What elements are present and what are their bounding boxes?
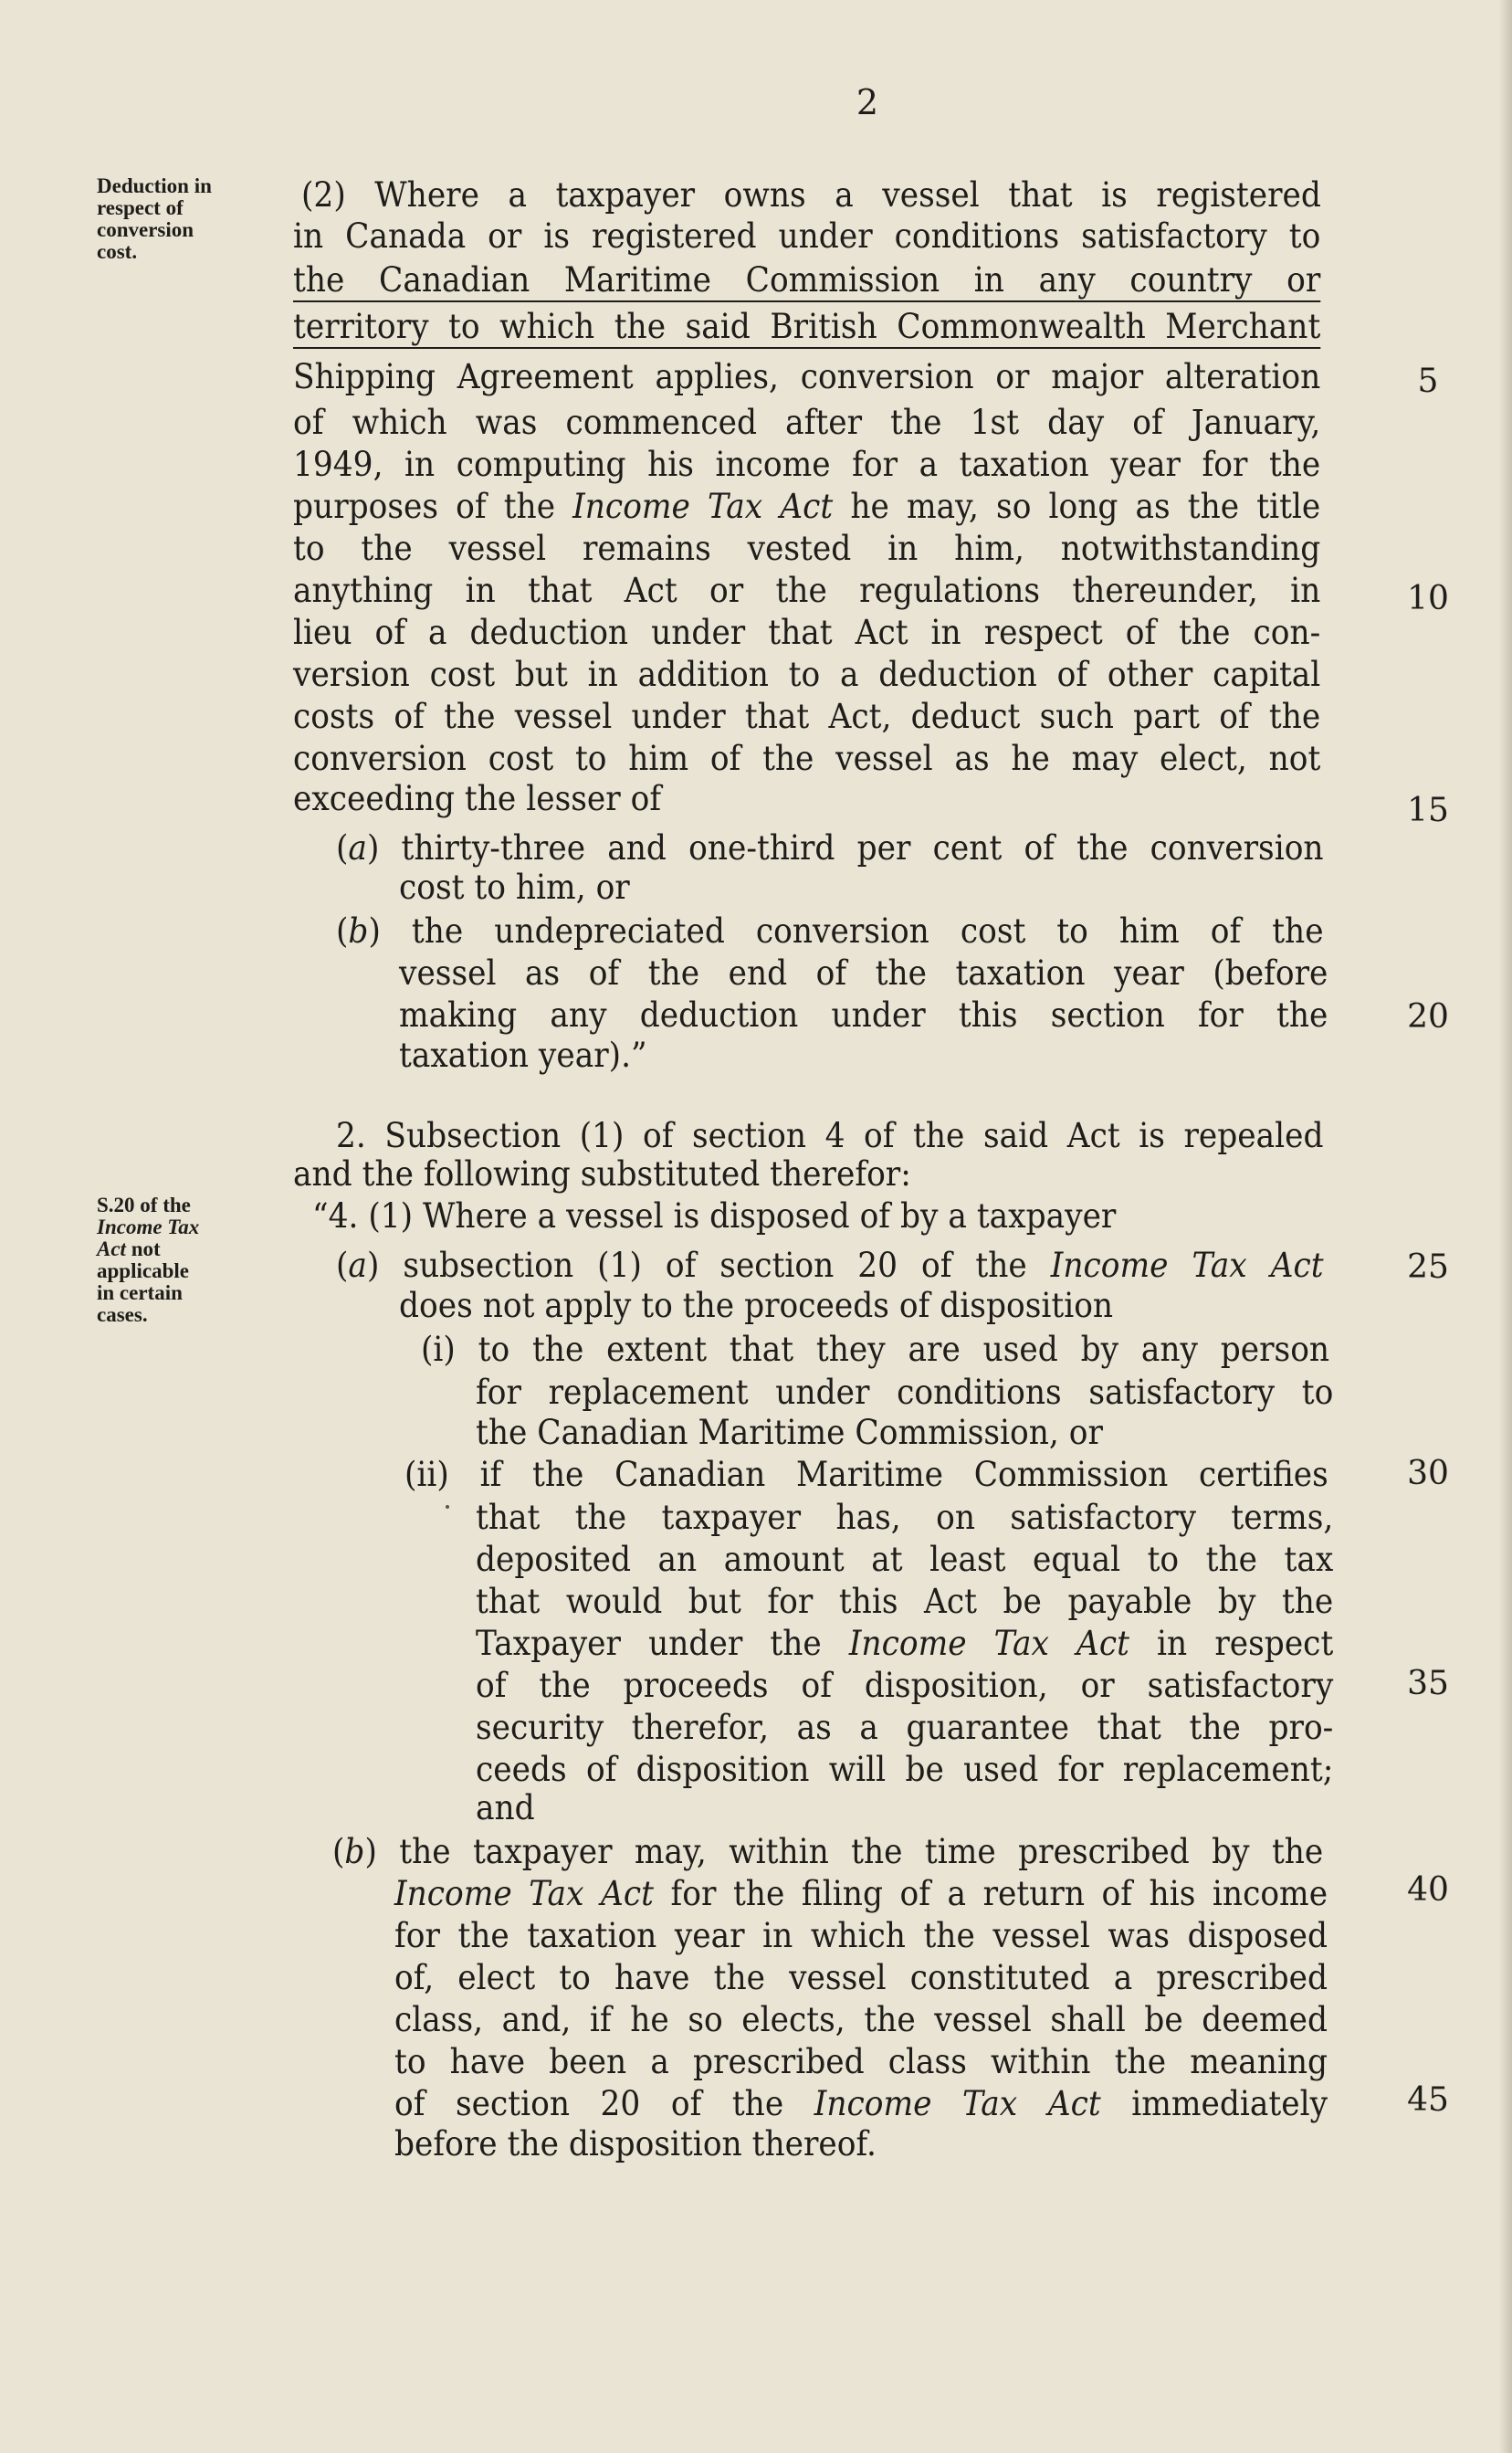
text-line: before the disposition thereof. [394,2124,877,2163]
line-number: 20 [1407,998,1449,1036]
text-line: 2. Subsection (1) of section 4 of the said Act is repealed [336,1116,1324,1155]
text-line: Income Tax Act for the filing of a return of his income [394,1874,1328,1913]
text-line: class, and, if he so elects, the vessel shall be deemed [394,2000,1328,2039]
text-line: “4. (1) Where a vessel is disposed of by a taxpayer [312,1196,1117,1236]
text-line: costs of the vessel under that Act, deduct such part of the [293,697,1321,736]
text-line: Shipping Agreement applies, conversion or major alteration [293,357,1321,396]
margin-note-not: not [125,1237,161,1260]
margin-note-act: Act [97,1237,126,1260]
line-number: 40 [1407,1871,1449,1909]
text-line: (a) thirty-three and one-third per cent of the conversion [336,828,1324,868]
page-number: 2 [856,82,879,122]
italic-text: Income Tax Act [572,487,834,526]
text-line: for replacement under conditions satisfactory to [476,1373,1334,1412]
margin-note-line: conversion [97,218,194,241]
italic-text: Income Tax Act [848,1624,1129,1663]
text-line: that the taxpayer has, on satisfactory terms, [476,1498,1334,1537]
text-line: of, elect to have the vessel constituted a prescribed [394,1958,1328,1997]
text-line: (b) the undepreciated conversion cost to him of the [336,911,1324,951]
text-line: (b) the taxpayer may, within the time prescribed by the [332,1832,1324,1871]
text-line: to have been a prescribed class within the meaning [394,2042,1328,2081]
text-line: of section 20 of the Income Tax Act immediately [394,2084,1328,2123]
text-line: (ii) if the Canadian Maritime Commission certifies [404,1455,1328,1494]
text-line: for the taxation year in which the vessel was disposed [394,1916,1328,1955]
text-line: and the following substituted therefor: [293,1154,911,1194]
text-line: exceeding the lesser of [293,779,662,818]
text-line: (a) subsection (1) of section 20 of the Income Tax Act [336,1246,1324,1285]
text-line: cost to him, or [399,868,630,907]
text-line: conversion cost to him of the vessel as he may elect, not [293,739,1321,778]
line-number: 35 [1407,1665,1449,1702]
text-line: security therefor, as a guarantee that the pro- [476,1708,1334,1747]
margin-note-line [97,1238,289,1260]
text-line: 1949, in computing his income for a taxation year for the [293,445,1321,484]
text-line: of the proceeds of disposition, or satisfactory [476,1666,1334,1705]
line-number: 15 [1407,792,1449,829]
line-number: 30 [1407,1455,1449,1492]
italic-text: a [348,828,367,868]
page-edge-shadow [1499,0,1512,2453]
margin-note-line: cost. [97,240,138,263]
line-number: 5 [1417,363,1439,400]
margin-note-line: cases. [97,1303,148,1326]
text-line: the Canadian Maritime Commission in any country or [293,260,1320,302]
text-line: (2) Where a taxpayer owns a vessel that is registered [301,175,1321,215]
margin-note-s20 [97,1195,289,1326]
italic-text: b [344,1832,365,1871]
text-line: the Canadian Maritime Commission, or [476,1413,1103,1452]
italic-text: Income Tax Act [814,2084,1101,2123]
italic-text: b [348,911,369,951]
text-line: deposited an amount at least equal to the tax [476,1540,1334,1579]
text-line: that would but for this Act be payable by the [476,1582,1334,1621]
margin-note-line: S.20 of the [97,1194,191,1216]
text-line: territory to which the said British Commonwealth Merchant [293,307,1320,349]
text-line: making any deduction under this section for the [399,995,1328,1035]
text-line: and [476,1788,535,1827]
italic-text: Income Tax Act [1050,1246,1324,1285]
margin-note-line: Deduction in [97,174,212,197]
text-line: in Canada or is registered under conditions satisfactory to [293,216,1321,256]
text-line: ceeds of disposition will be used for replacement; [476,1750,1334,1789]
text-line: version cost but in addition to a deduction of other capital [293,655,1321,694]
text-line: taxation year).” [399,1036,647,1075]
text-line: (i) to the extent that they are used by any person [421,1330,1330,1369]
line-number: 10 [1407,580,1449,617]
line-number: 25 [1407,1248,1449,1286]
margin-note-deduction [97,175,289,263]
italic-text: Income Tax Act [394,1874,654,1913]
italic-text: a [348,1246,367,1285]
margin-note-line: in certain [97,1281,183,1304]
text-line: purposes of the Income Tax Act he may, so long as the title [293,487,1321,526]
text-line: of which was commenced after the 1st day of January, [293,403,1321,442]
margin-note-line: respect of [97,196,184,219]
text-line: vessel as of the end of the taxation year (before [399,953,1328,993]
speck [446,1505,449,1509]
margin-note-line: applicable [97,1259,189,1282]
text-line: anything in that Act or the regulations thereunder, in [293,571,1321,610]
line-number: 45 [1407,2081,1449,2119]
text-line: to the vessel remains vested in him, notwithstanding [293,529,1321,568]
text-line: does not apply to the proceeds of disposition [399,1286,1114,1325]
text-line: lieu of a deduction under that Act in respect of the con- [293,613,1321,652]
text-line: Taxpayer under the Income Tax Act in respect [476,1624,1334,1663]
margin-note-line: Income Tax [97,1216,200,1238]
